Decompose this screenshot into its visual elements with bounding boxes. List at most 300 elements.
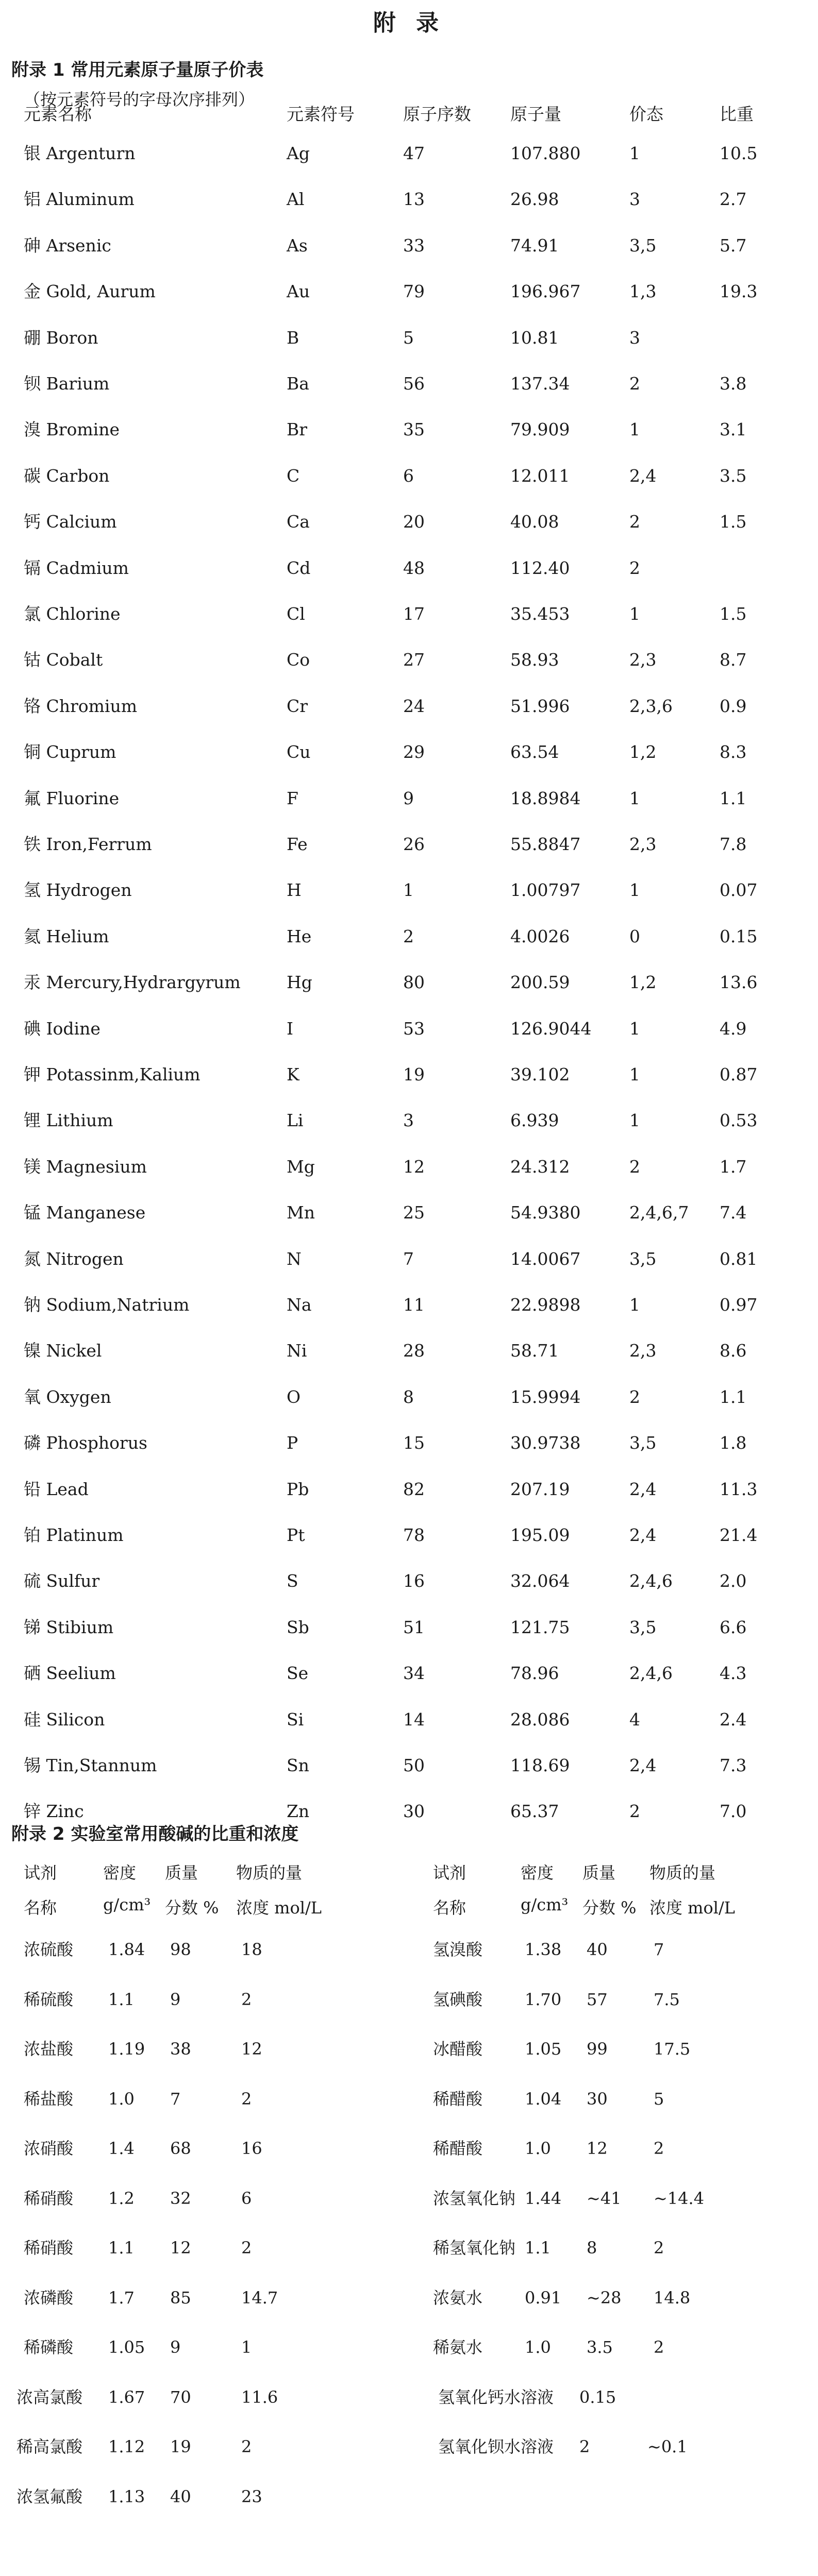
table-cell: 4.3 — [720, 1663, 747, 1684]
table-cell: 9 — [170, 1989, 181, 2009]
table-cell: 8.3 — [720, 742, 747, 762]
table-cell: 40.08 — [510, 512, 559, 532]
table-cell: 硅 Silicon — [24, 1709, 105, 1730]
table-cell: 27 — [403, 650, 425, 670]
table-row — [24, 1561, 807, 1602]
table-cell: 氢氧化钡水溶液 — [438, 2437, 554, 2456]
table-cell: 0.53 — [720, 1110, 758, 1131]
section-1-title: 附录 1 常用元素原子量原子价表 — [11, 60, 264, 80]
table-cell: 3,5 — [629, 1433, 657, 1453]
table-cell: 汞 Mercury,Hydrargyrum — [24, 972, 241, 993]
table-cell: 0.97 — [720, 1295, 758, 1315]
table-cell: 12 — [403, 1156, 425, 1177]
table-cell: 26 — [403, 834, 425, 854]
table-cell: 1.1 — [525, 2238, 551, 2258]
table-cell: 浓高氯酸 — [16, 2387, 83, 2407]
table-row — [24, 1653, 807, 1694]
table-cell: 63.54 — [510, 742, 559, 762]
acid-base-table — [0, 1852, 818, 2576]
table-cell: 19 — [170, 2437, 191, 2456]
table-cell: 11.6 — [241, 2387, 278, 2407]
table-cell: 锡 Tin,Stannum — [24, 1755, 157, 1775]
table-cell: 78 — [403, 1525, 425, 1545]
table-cell: 稀硫酸 — [24, 1989, 74, 2009]
table-row — [24, 1469, 807, 1510]
table-cell: 30.9738 — [510, 1433, 581, 1453]
table-cell: 6.6 — [720, 1617, 747, 1637]
table-row — [0, 2377, 818, 2418]
table-cell: 12 — [170, 2238, 191, 2258]
table-cell: 2,4,6 — [629, 1663, 673, 1684]
table-cell: 铬 Chromium — [24, 696, 138, 716]
table-cell: Se — [287, 1663, 309, 1684]
table-cell: 74.91 — [510, 235, 559, 256]
table-cell: 7 — [654, 1940, 664, 1959]
table-cell: 70 — [170, 2387, 191, 2407]
table-cell: 51.996 — [510, 696, 570, 716]
table-cell: 2 — [654, 2238, 664, 2258]
table-cell: 8 — [587, 2238, 597, 2258]
table-cell: 40 — [170, 2486, 191, 2506]
table-cell: 浓盐酸 — [24, 2039, 74, 2059]
table-cell: 1.44 — [525, 2188, 562, 2208]
table-cell: 7.4 — [720, 1202, 747, 1223]
table-cell: 0.15 — [579, 2387, 616, 2407]
table-cell: 氢 Hydrogen — [24, 880, 132, 901]
table-cell: 53 — [403, 1018, 425, 1039]
table-cell: 2,4 — [629, 1525, 657, 1545]
table-cell: 0.15 — [720, 926, 758, 946]
table-cell: 2 — [241, 2089, 252, 2109]
table-cell: 10.5 — [720, 143, 758, 163]
table-cell: 氢碘酸 — [433, 1989, 483, 2009]
table-cell: 7.3 — [720, 1755, 747, 1775]
table-cell: 锑 Stibium — [24, 1617, 114, 1637]
table-row — [24, 409, 807, 450]
table-cell: ~14.4 — [654, 2188, 705, 2208]
table-cell: 氧 Oxygen — [24, 1386, 111, 1407]
table-cell: 1.19 — [108, 2039, 145, 2059]
table-cell: 2 — [579, 2437, 590, 2456]
table-cell: 2.4 — [720, 1709, 747, 1730]
table-cell: 16 — [403, 1571, 425, 1591]
table-row — [24, 317, 807, 359]
table-cell: 82 — [403, 1479, 425, 1499]
table-cell: 1.1 — [108, 1989, 135, 2009]
table-cell: Hg — [287, 972, 312, 993]
table-row — [0, 2028, 818, 2070]
table-cell: 0.9 — [720, 696, 747, 716]
table-cell: 0 — [629, 926, 640, 946]
table-cell: He — [287, 926, 312, 946]
table-cell: 3.1 — [720, 419, 747, 440]
table-cell: 铅 Lead — [24, 1479, 89, 1499]
table-cell: 3 — [403, 1110, 414, 1131]
table-cell: 3,5 — [629, 1248, 657, 1269]
table-cell: 稀磷酸 — [24, 2337, 74, 2357]
table-cell: 200.59 — [510, 972, 570, 993]
table-cell: 18.8984 — [510, 788, 581, 808]
table-cell: 39.102 — [510, 1064, 570, 1084]
table-cell: 7 — [403, 1248, 414, 1269]
header-cell: 试剂 — [24, 1863, 57, 1883]
header-cell: 名称 — [433, 1898, 466, 1918]
table-cell: 钙 Calcium — [24, 512, 117, 532]
table-cell: 14.0067 — [510, 1248, 581, 1269]
table-cell: 铜 Cuprum — [24, 742, 116, 762]
table-cell: 0.87 — [720, 1064, 758, 1084]
table-cell: 5 — [403, 327, 414, 348]
table-cell: 34 — [403, 1663, 425, 1684]
table-cell: 0.07 — [720, 880, 758, 901]
table-row — [24, 363, 807, 404]
header-cell: 密度 — [521, 1863, 554, 1883]
table-cell: 2 — [629, 1801, 640, 1822]
table-row — [24, 1146, 807, 1188]
table-cell: 78.96 — [510, 1663, 559, 1684]
table-cell: 8.6 — [720, 1341, 747, 1361]
table-cell: 1.13 — [108, 2486, 145, 2506]
table-cell: 稀醋酸 — [433, 2139, 483, 2158]
table-cell: Ni — [287, 1341, 307, 1361]
table-row — [24, 1054, 807, 1095]
table-cell: 55.8847 — [510, 834, 581, 854]
table-cell: 2.0 — [720, 1571, 747, 1591]
table-row — [24, 1515, 807, 1556]
table-cell: 1 — [629, 1064, 640, 1084]
table-cell: 48 — [403, 557, 425, 578]
table-cell: 98 — [170, 1940, 191, 1959]
table-cell: 8.7 — [720, 650, 747, 670]
table-cell: 1.1 — [720, 1386, 747, 1407]
table-cell: 稀氨水 — [433, 2337, 483, 2357]
table-cell: P — [287, 1433, 298, 1453]
table-cell: 99 — [587, 2039, 608, 2059]
table-cell: 稀高氯酸 — [16, 2437, 83, 2456]
table-cell: 0.81 — [720, 1248, 758, 1269]
table-cell: Ag — [287, 143, 310, 163]
table-cell: Li — [287, 1110, 304, 1131]
table-cell: 79 — [403, 281, 425, 302]
table-row — [24, 179, 807, 220]
table-cell: 1.0 — [108, 2089, 135, 2109]
table-header — [0, 1852, 818, 1919]
table-cell: 2 — [629, 1386, 640, 1407]
table-cell: 镍 Nickel — [24, 1341, 102, 1361]
header-cell: g/cm³ — [103, 1895, 151, 1914]
table-row — [24, 1745, 807, 1786]
table-row — [24, 962, 807, 1003]
table-row — [0, 1929, 818, 1970]
table-cell: 2,3,6 — [629, 696, 673, 716]
table-cell: 3 — [629, 327, 640, 348]
table-cell: 7.8 — [720, 834, 747, 854]
table-cell: Ca — [287, 512, 310, 532]
table-cell: 14.8 — [654, 2287, 691, 2308]
table-cell: 2 — [654, 2139, 664, 2158]
table-cell: 1.00797 — [510, 880, 581, 901]
table-cell: 2,4,6,7 — [629, 1202, 689, 1223]
table-cell: 25 — [403, 1202, 425, 1223]
table-cell: 2 — [629, 374, 640, 394]
table-cell: 17 — [403, 604, 425, 624]
table-cell: 锂 Lithium — [24, 1110, 113, 1131]
header-cell: 分数 % — [582, 1898, 637, 1918]
table-row — [24, 501, 807, 543]
table-cell: 砷 Arsenic — [24, 235, 111, 256]
table-cell: 浓氢氟酸 — [16, 2486, 83, 2506]
table-cell: 1 — [629, 1110, 640, 1131]
table-cell: 4.9 — [720, 1018, 747, 1039]
table-cell: 21.4 — [720, 1525, 758, 1545]
table-cell: 磷 Phosphorus — [24, 1433, 147, 1453]
table-cell: 1 — [629, 419, 640, 440]
table-row — [24, 870, 807, 911]
table-row — [24, 1192, 807, 1233]
table-cell: 金 Gold, Aurum — [24, 281, 156, 302]
table-cell: 2,4,6 — [629, 1571, 673, 1591]
table-cell: 16 — [241, 2139, 262, 2158]
table-cell: 浓硫酸 — [24, 1940, 74, 1959]
table-cell: 3.5 — [587, 2337, 613, 2357]
table-row — [24, 686, 807, 727]
table-cell: K — [287, 1064, 299, 1084]
table-header — [24, 94, 807, 135]
table-cell: 锰 Manganese — [24, 1202, 146, 1223]
table-cell: 11 — [403, 1295, 425, 1315]
table-cell: 11.3 — [720, 1479, 758, 1499]
table-cell: 13 — [403, 189, 425, 210]
table-cell: 1.1 — [108, 2238, 135, 2258]
section-2-title: 附录 2 实验室常用酸碱的比重和浓度 — [11, 1824, 299, 1844]
header-cell: 价态 — [629, 104, 663, 124]
table-cell: As — [287, 235, 308, 256]
table-cell: 14.7 — [241, 2287, 278, 2308]
table-cell: 6.939 — [510, 1110, 559, 1131]
table-cell: 19 — [403, 1064, 425, 1084]
table-cell: 15.9994 — [510, 1386, 581, 1407]
table-cell: 30 — [587, 2089, 608, 2109]
table-cell: Mg — [287, 1156, 315, 1177]
table-cell: 50 — [403, 1755, 425, 1775]
table-cell: Br — [287, 419, 308, 440]
table-cell: 24 — [403, 696, 425, 716]
table-cell: Pb — [287, 1479, 309, 1499]
table-cell: 氯 Chlorine — [24, 604, 121, 624]
table-cell: Fe — [287, 834, 308, 854]
table-cell: 浓氨水 — [433, 2287, 483, 2308]
table-cell: 2,3 — [629, 650, 657, 670]
table-cell: 13.6 — [720, 972, 758, 993]
table-cell: 3,5 — [629, 235, 657, 256]
table-cell: F — [287, 788, 298, 808]
table-cell: Co — [287, 650, 310, 670]
table-cell: 14 — [403, 1709, 425, 1730]
table-cell: 17.5 — [654, 2039, 691, 2059]
table-cell: Cu — [287, 742, 311, 762]
table-cell: 稀氢氧化钠 — [433, 2238, 516, 2258]
table-cell: Cr — [287, 696, 308, 716]
table-row — [24, 548, 807, 589]
table-row — [24, 916, 807, 957]
table-cell: 硼 Boron — [24, 327, 98, 348]
table-cell: 钡 Barium — [24, 374, 110, 394]
table-cell: 铂 Platinum — [24, 1525, 124, 1545]
table-cell: 浓硝酸 — [24, 2139, 74, 2158]
table-cell: 1.5 — [720, 604, 747, 624]
table-cell: Cl — [287, 604, 305, 624]
table-cell: 6 — [403, 465, 414, 486]
table-cell: 稀盐酸 — [24, 2089, 74, 2109]
table-cell: 氮 Nitrogen — [24, 1248, 124, 1269]
table-row — [0, 2327, 818, 2368]
table-cell: 5 — [654, 2089, 664, 2109]
table-cell: 29 — [403, 742, 425, 762]
header-cell: 分数 % — [165, 1898, 219, 1918]
table-cell: 1 — [629, 143, 640, 163]
table-cell: 硒 Seelium — [24, 1663, 116, 1684]
header-cell: 密度 — [103, 1863, 137, 1883]
table-cell: 26.98 — [510, 189, 559, 210]
table-cell: 氦 Helium — [24, 926, 109, 946]
page-title: 附 录 — [373, 10, 445, 36]
table-cell: 1,2 — [629, 972, 657, 993]
header-cell: 元素符号 — [287, 104, 355, 124]
table-cell: Au — [287, 281, 310, 302]
table-cell: 浓氢氧化钠 — [433, 2188, 516, 2208]
table-cell: 1.38 — [525, 1940, 562, 1959]
table-cell: 溴 Bromine — [24, 419, 120, 440]
table-cell: 硫 Sulfur — [24, 1571, 100, 1591]
table-cell: Si — [287, 1709, 304, 1730]
table-cell: 56 — [403, 374, 425, 394]
table-cell: 7.5 — [654, 1989, 680, 2009]
table-cell: Mn — [287, 1202, 315, 1223]
table-cell: 12 — [587, 2139, 608, 2158]
header-cell: 浓度 mol/L — [236, 1898, 322, 1918]
table-cell: 铁 Iron,Ferrum — [24, 834, 152, 854]
table-cell: 51 — [403, 1617, 425, 1637]
table-cell: Al — [287, 189, 305, 210]
table-cell: 2 — [654, 2337, 664, 2357]
table-cell: 1 — [629, 880, 640, 901]
header-cell: 元素名称 — [24, 104, 92, 124]
table-cell: 1.05 — [525, 2039, 562, 2059]
table-row — [24, 732, 807, 773]
header-cell: 质量 — [165, 1863, 198, 1883]
table-cell: N — [287, 1248, 302, 1269]
table-row — [24, 455, 807, 497]
table-cell: 2,3 — [629, 1341, 657, 1361]
table-cell: 稀硝酸 — [24, 2188, 74, 2208]
table-cell: S — [287, 1571, 298, 1591]
table-cell: 1.4 — [108, 2139, 135, 2158]
table-cell: 1.0 — [525, 2139, 551, 2158]
table-cell: 7.0 — [720, 1801, 747, 1822]
table-cell: 137.34 — [510, 374, 570, 394]
header-cell: 原子量 — [510, 104, 561, 124]
table-cell: 35.453 — [510, 604, 570, 624]
table-row — [24, 778, 807, 819]
table-cell: 2,4 — [629, 1755, 657, 1775]
table-cell: Na — [287, 1295, 312, 1315]
header-cell: 试剂 — [433, 1863, 466, 1883]
table-cell: 2.7 — [720, 189, 747, 210]
table-cell: 35 — [403, 419, 425, 440]
table-cell: 40 — [587, 1940, 608, 1959]
table-cell: 2 — [629, 557, 640, 578]
header-cell: 比重 — [720, 104, 754, 124]
table-row — [24, 1422, 807, 1464]
table-cell: 氟 Fluorine — [24, 788, 120, 808]
table-cell: 4 — [629, 1709, 640, 1730]
table-cell: 碳 Carbon — [24, 465, 110, 486]
table-cell: C — [287, 465, 300, 486]
table-cell: 1 — [629, 1018, 640, 1039]
table-cell: 85 — [170, 2287, 191, 2308]
table-cell: 氢氧化钙水溶液 — [438, 2387, 554, 2407]
table-row — [0, 2227, 818, 2268]
table-row — [0, 2078, 818, 2120]
table-cell: 79.909 — [510, 419, 570, 440]
table-cell: 1.67 — [108, 2387, 145, 2407]
table-cell: 1 — [403, 880, 414, 901]
table-row — [24, 1239, 807, 1280]
table-cell: 2,4 — [629, 465, 657, 486]
table-cell: 9 — [403, 788, 414, 808]
table-cell: 锌 Zinc — [24, 1801, 84, 1822]
table-cell: Sn — [287, 1755, 309, 1775]
table-row — [24, 824, 807, 865]
section-1-note: （按元素符号的字母次序排列） — [24, 90, 255, 109]
table-cell: Zn — [287, 1801, 310, 1822]
table-row — [24, 594, 807, 635]
table-cell: 1 — [629, 1295, 640, 1315]
table-cell: 65.37 — [510, 1801, 559, 1822]
table-cell: ~0.1 — [647, 2437, 688, 2456]
table-cell: 195.09 — [510, 1525, 570, 1545]
table-cell: 24.312 — [510, 1156, 570, 1177]
table-cell: 3.8 — [720, 374, 747, 394]
header-cell: g/cm³ — [521, 1895, 569, 1914]
table-cell: 镁 Magnesium — [24, 1156, 147, 1177]
table-cell: 28 — [403, 1341, 425, 1361]
header-cell: 物质的量 — [236, 1863, 303, 1883]
table-row — [24, 225, 807, 266]
table-cell: 28.086 — [510, 1709, 570, 1730]
table-cell: Cd — [287, 557, 311, 578]
table-cell: I — [287, 1018, 294, 1039]
table-cell: 118.69 — [510, 1755, 570, 1775]
table-cell: 3,5 — [629, 1617, 657, 1637]
table-row — [24, 133, 807, 174]
table-cell: 浓磷酸 — [24, 2287, 74, 2308]
table-cell: 10.81 — [510, 327, 559, 348]
table-cell: 20 — [403, 512, 425, 532]
table-cell: 19.3 — [720, 281, 758, 302]
table-cell: 1.2 — [108, 2188, 135, 2208]
table-cell: 8 — [403, 1386, 414, 1407]
header-cell: 质量 — [582, 1863, 616, 1883]
table-cell: 钾 Potassinm,Kalium — [24, 1064, 201, 1084]
table-cell: 0.91 — [525, 2287, 562, 2308]
table-cell: 1 — [241, 2337, 252, 2357]
table-cell: Sb — [287, 1617, 309, 1637]
table-cell: 氢溴酸 — [433, 1940, 483, 1959]
table-cell: 稀硝酸 — [24, 2238, 74, 2258]
table-cell: 15 — [403, 1433, 425, 1453]
table-cell: 1,3 — [629, 281, 657, 302]
